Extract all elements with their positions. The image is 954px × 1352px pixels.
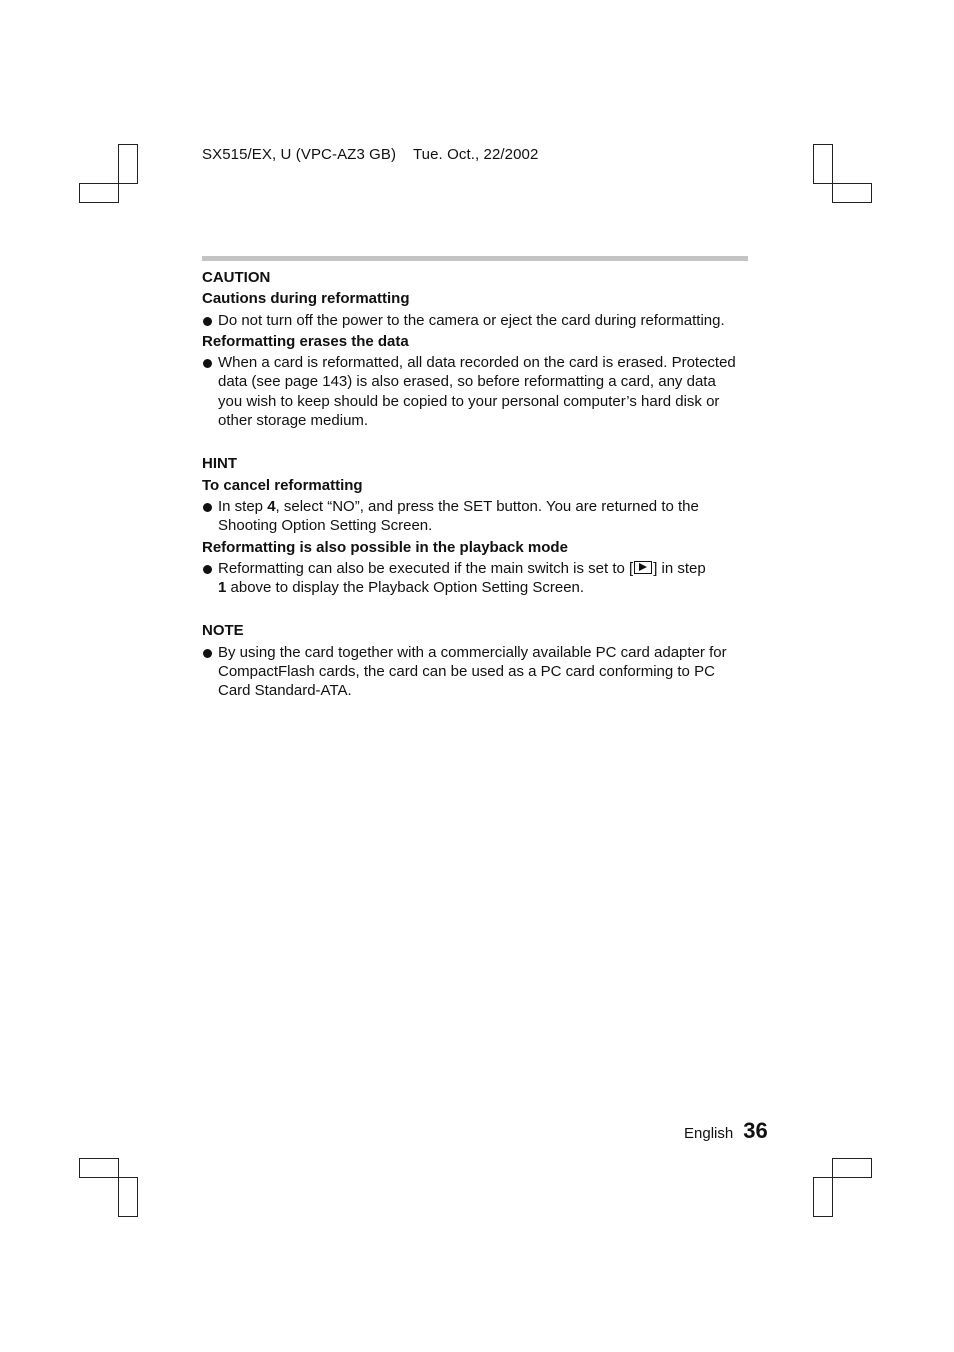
note-text: By using the card together with a commercially available PC card adapter for CompactFlash cards, the card can be used as a PC card conforming to PC Card Standard-ATA. bbox=[218, 643, 727, 700]
crop-mark-bottom-left-horizontal bbox=[79, 1158, 119, 1178]
hint-playback-item bbox=[202, 559, 742, 598]
hint-cancel-post: , select “NO”, and press the SET button. You are returned to the Shooting Option Setting Screen. bbox=[218, 497, 699, 535]
caution-erases-item bbox=[202, 353, 742, 430]
hint-label: HINT bbox=[202, 455, 237, 473]
bullet-icon bbox=[203, 503, 212, 512]
hint-playback-pre: Reformatting can also be executed if the main switch is set to [ bbox=[218, 559, 634, 577]
caution-erases-text: When a card is reformatted, all data recorded on the card is erased. Protected data (see page 143) is also erased, so before reformatting a card, any data you wish to keep should be copied to your personal computer’s hard disk or other storage medium. bbox=[218, 354, 736, 430]
caution-label: CAUTION bbox=[202, 269, 271, 286]
hint-section bbox=[202, 454, 742, 597]
hint-cancel-step: 4 bbox=[267, 497, 276, 515]
hint-playback-step: 1 bbox=[218, 579, 227, 597]
page-header bbox=[202, 146, 538, 163]
hint-cancel-item bbox=[202, 497, 742, 536]
spacer bbox=[202, 430, 742, 454]
bullet-icon bbox=[203, 317, 212, 326]
note-label: NOTE bbox=[202, 622, 244, 640]
note-item bbox=[202, 643, 742, 701]
caution-reformatting-item bbox=[202, 311, 742, 330]
bullet-icon bbox=[203, 565, 212, 574]
crop-mark-top-right-horizontal bbox=[832, 183, 872, 203]
hint-cancel-pre: In step bbox=[218, 497, 268, 515]
caution-reformatting-text: Do not turn off the power to the camera or eject the card during reformatting. bbox=[218, 311, 725, 329]
header-date: Tue. Oct., 22/2002 bbox=[412, 146, 539, 163]
bullet-icon bbox=[203, 649, 212, 658]
spacer bbox=[202, 597, 742, 621]
hint-playback-title: Reformatting is also possible in the playback mode bbox=[202, 538, 568, 556]
caution-section bbox=[202, 268, 742, 430]
playback-icon bbox=[634, 561, 652, 574]
crop-mark-bottom-right-vertical bbox=[813, 1177, 833, 1217]
crop-mark-top-left-vertical bbox=[118, 144, 138, 184]
main-content bbox=[202, 268, 742, 701]
footer-language: English bbox=[684, 1125, 734, 1142]
page-footer bbox=[684, 1118, 768, 1144]
hint-cancel-title: To cancel reformatting bbox=[202, 476, 363, 494]
page-number: 36 bbox=[743, 1118, 768, 1143]
note-section bbox=[202, 621, 742, 700]
crop-mark-top-right-vertical bbox=[813, 144, 833, 184]
crop-mark-bottom-right-horizontal bbox=[832, 1158, 872, 1178]
caution-reformatting-title: Cautions during reformatting bbox=[202, 290, 410, 308]
section-divider bbox=[202, 256, 748, 261]
header-model: SX515/EX, U (VPC-AZ3 GB) bbox=[202, 146, 397, 163]
hint-playback-post: above to display the Playback Option Setting Screen. bbox=[226, 579, 585, 597]
bullet-icon bbox=[203, 359, 212, 368]
crop-mark-top-left-horizontal bbox=[79, 183, 119, 203]
crop-mark-bottom-left-vertical bbox=[118, 1177, 138, 1217]
hint-playback-mid: ] in step bbox=[653, 559, 706, 577]
caution-erases-title: Reformatting erases the data bbox=[202, 332, 409, 350]
